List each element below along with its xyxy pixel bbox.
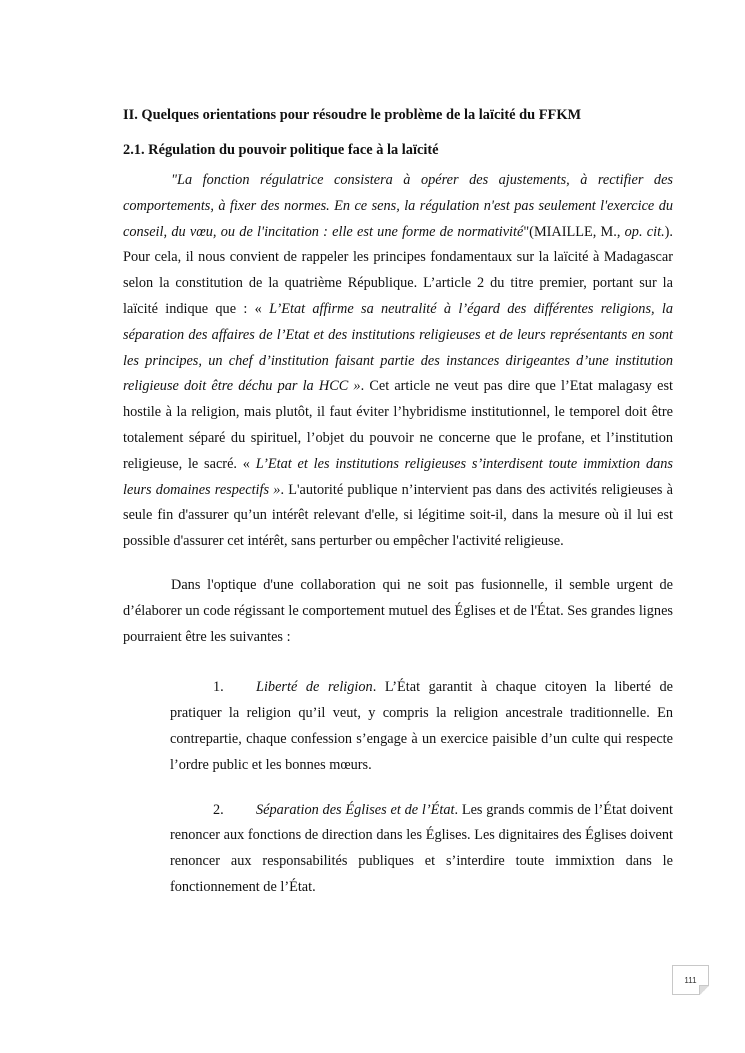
list-item-title: Liberté de religion	[256, 679, 373, 696]
list-item	[170, 675, 673, 778]
subsection-title: 2.1. Régulation du pouvoir politique face à la laïcité	[123, 142, 439, 158]
paragraph-1-text-a: ). Pour cela, il nous convient de rappeler les principes fondamentaux sur la laïcité à Madagascar selon la constitution de la quatrième République. L’article 2 du titre premier, portant sur la laïcité indique que : «	[123, 223, 673, 317]
section-title: II. Quelques orientations pour résoudre le problème de la laïcité du FFKM	[123, 107, 582, 123]
list-item-text: . L’État garantit à chaque citoyen la liberté de pratiquer la religion qu’il veut, y compris la religion ancestrale traditionnelle. En contrepartie, chaque confession s’engage à un exercice paisible d’un culte qui respecte l’ordre public et les bonnes mœurs.	[170, 679, 674, 773]
page-content	[123, 105, 673, 901]
list-item-number: 2.	[213, 801, 224, 818]
page-number: 111	[684, 976, 697, 985]
article-2-quote: L’Etat affirme sa neutralité à l’égard des différentes religions, la séparation des affaires de l’Etat et des institutions religieuses et de leurs représentants en sont les principes, un chef d’institution faisant partie des instances dirigeantes d’une institution religieuse doit être déchu par la HCC »	[123, 300, 674, 395]
paragraph-1-text-c: . L'autorité publique n’intervient pas dans des activités religieuses à seule fin d'assurer qu’un intérêt relevant d'elle, si légitime soit-il, dans la mesure où il lui est possible d'assurer cet intérêt, sans perturber ou empêcher l'activité religieuse.	[123, 481, 674, 550]
principles-list	[123, 675, 673, 900]
immixtion-quote: L’Etat et les institutions religieuses s’interdisent toute immixtion dans leurs domaines respectifs »	[123, 455, 673, 498]
list-item-text: . Les grands commis de l’État doivent renoncer aux fonctions de direction dans les Églises. Les dignitaires des Églises doivent renoncer aux responsabilités publiques et s’interdire toute immixtion dans le fonctionnement de l’État.	[170, 801, 673, 895]
op-cit: op. cit.	[624, 223, 665, 240]
list-item-number: 1.	[213, 679, 224, 696]
paragraph-1-text-b: . Cet article ne veut pas dire que l’Etat malagasy est hostile à la religion, mais plutôt, il faut éviter l’hybridisme institutionnel, le temporel doit être totalement séparé du spirituel, l’objet du pouvoir ne concerne que le profane, et l’institution religieuse, le sacré. «	[123, 378, 673, 472]
list-item-title: Séparation des Églises et de l’État	[256, 801, 455, 818]
page-number-box	[672, 965, 709, 995]
citation-author: "(MIAILLE, M.,	[523, 223, 625, 240]
regulation-quote: "La fonction régulatrice consistera à opérer des ajustements, à rectifier des comportements, à fixer des normes. En ce sens, la régulation n'est pas seulement l'exercice du conseil, du vœu, ou de l'incitation : elle est une forme de normativité	[123, 172, 673, 240]
paragraph-2: Dans l'optique d'une collaboration qui ne soit pas fusionnelle, il semble urgent de d’élaborer un code régissant le comportement mutuel des Églises et de l'État. Ses grandes lignes pourraient être les suivantes :	[123, 576, 673, 645]
paragraph-1	[123, 168, 673, 555]
list-item	[170, 798, 673, 901]
page-curl-decoration	[699, 985, 709, 995]
